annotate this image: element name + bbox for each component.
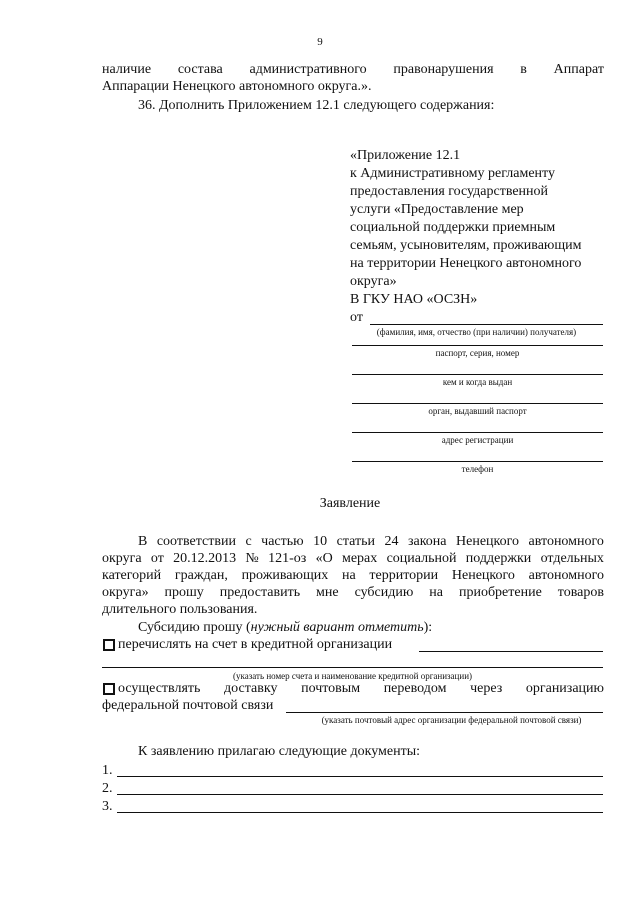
subsidy-hint: нужный вариант отметить: [250, 620, 424, 635]
from-field-line[interactable]: [370, 324, 603, 325]
caption-address: адрес регистрации: [441, 435, 514, 445]
address-field-line[interactable]: [352, 432, 603, 433]
option-1-checkbox[interactable]: [103, 639, 115, 651]
word: 10: [313, 534, 328, 549]
attachment-field-line[interactable]: [117, 776, 603, 777]
caption-passport: паспорт, серия, номер: [435, 348, 520, 358]
word: №: [245, 551, 259, 566]
appendix-line: «Приложение 12.1: [350, 148, 461, 163]
word: В: [138, 534, 148, 549]
para-line-5: длительного пользования.: [102, 602, 258, 617]
word: категорий: [102, 568, 162, 583]
word: организацию: [525, 681, 604, 696]
word: состава: [177, 62, 223, 77]
option-1-caption: (указать номер счета и наименование кредитной организации): [232, 671, 473, 681]
option-2-line-2: федеральной почтовой связи: [102, 698, 274, 713]
appendix-line: услуги «Предоставление мер: [350, 202, 524, 217]
word: от: [150, 551, 164, 566]
word: частью: [261, 534, 304, 549]
subsidy-suffix: ):: [423, 620, 433, 635]
word: Ненецкого: [456, 534, 520, 549]
word: приобретение: [458, 585, 542, 600]
word: 24: [384, 534, 399, 549]
subsidy-prefix: Субсидию прошу (: [138, 620, 251, 635]
appendix-line: семьям, усыновителям, проживающим: [350, 238, 582, 253]
word: на: [429, 585, 443, 600]
appendix-line: округа»: [350, 274, 397, 289]
page-number: 9: [317, 36, 323, 48]
word: правонарушения: [393, 62, 494, 77]
word: 121-оз: [268, 551, 307, 566]
word: проживающих: [241, 568, 329, 583]
word: мне: [316, 585, 339, 600]
addressee: В ГКУ НАО «ОСЗН»: [350, 292, 478, 307]
word: в: [520, 62, 527, 77]
word: «О: [315, 551, 333, 566]
caption-phone: телефон: [461, 464, 494, 474]
attachments-title: К заявлению прилагаю следующие документы:: [138, 744, 421, 759]
option-2-field-line[interactable]: [286, 712, 603, 713]
word: через: [470, 681, 503, 696]
word: закона: [407, 534, 447, 549]
appendix-line: социальной поддержки приемным: [350, 220, 556, 235]
from-label: от: [350, 310, 363, 325]
word: административного: [249, 62, 367, 77]
word: на: [341, 568, 356, 583]
word: прошу: [164, 585, 204, 600]
word: осуществлять: [118, 681, 201, 696]
word: предоставить: [219, 585, 301, 600]
attachment-number: 2.: [102, 781, 113, 796]
attachment-field-line[interactable]: [117, 812, 603, 813]
word: почтовым: [301, 681, 361, 696]
word: субсидию: [354, 585, 414, 600]
attachment-field-line[interactable]: [117, 794, 603, 795]
caption-issued: кем и когда выдан: [442, 377, 513, 387]
word: переводом: [383, 681, 447, 696]
word: автономного: [528, 534, 604, 549]
para-line-4: [102, 585, 604, 601]
para-line-3: [102, 568, 604, 584]
phone-field-line[interactable]: [352, 461, 603, 462]
appendix-line: предоставления государственной: [350, 184, 549, 199]
subsidy-request: [138, 620, 432, 636]
word: соответствии: [156, 534, 236, 549]
statement-title: Заявление: [319, 496, 381, 511]
word: 20.12.2013: [173, 551, 237, 566]
word: наличие: [102, 62, 152, 77]
item-36: 36. Дополнить Приложением 12.1 следующего содержания:: [138, 98, 495, 113]
appendix-line: на территории Ненецкого автономного: [350, 256, 582, 271]
word: мерах: [341, 551, 378, 566]
attachment-number: 3.: [102, 799, 113, 814]
word: территории: [369, 568, 439, 583]
caption-authority: орган, выдавший паспорт: [428, 406, 527, 416]
option-1-field-line[interactable]: [419, 651, 603, 652]
intro-line-1: [102, 62, 604, 78]
word: отдельных: [540, 551, 604, 566]
word: Ненецкого: [451, 568, 515, 583]
option-1-field-line-2[interactable]: [102, 667, 603, 668]
option-2-checkbox[interactable]: [103, 683, 115, 695]
option-1-label: перечислять на счет в кредитной организации: [118, 637, 393, 652]
authority-field-line[interactable]: [352, 403, 603, 404]
para-line-1: [138, 534, 604, 550]
passport-field-line[interactable]: [352, 345, 603, 346]
para-line-2: [102, 551, 604, 567]
word: округа»: [102, 585, 149, 600]
word: статьи: [336, 534, 375, 549]
appendix-line: к Административному регламенту: [350, 166, 555, 181]
word: товаров: [557, 585, 604, 600]
word: автономного: [528, 568, 604, 583]
word: округа: [102, 551, 142, 566]
word: с: [245, 534, 252, 549]
word: доставку: [224, 681, 278, 696]
attachment-number: 1.: [102, 763, 113, 778]
option-2-caption: (указать почтовый адрес организации федеральной почтовой связи): [321, 715, 582, 725]
option-2-line-1: [118, 681, 604, 697]
word: граждан,: [174, 568, 228, 583]
word: Аппарат: [553, 62, 604, 77]
issued-field-line[interactable]: [352, 374, 603, 375]
word: поддержки: [465, 551, 532, 566]
word: социальной: [386, 551, 457, 566]
intro-line-2: Аппарации Ненецкого автономного округа.».: [102, 79, 372, 94]
caption-fio: (фамилия, имя, отчество (при наличии) получателя): [376, 327, 577, 337]
